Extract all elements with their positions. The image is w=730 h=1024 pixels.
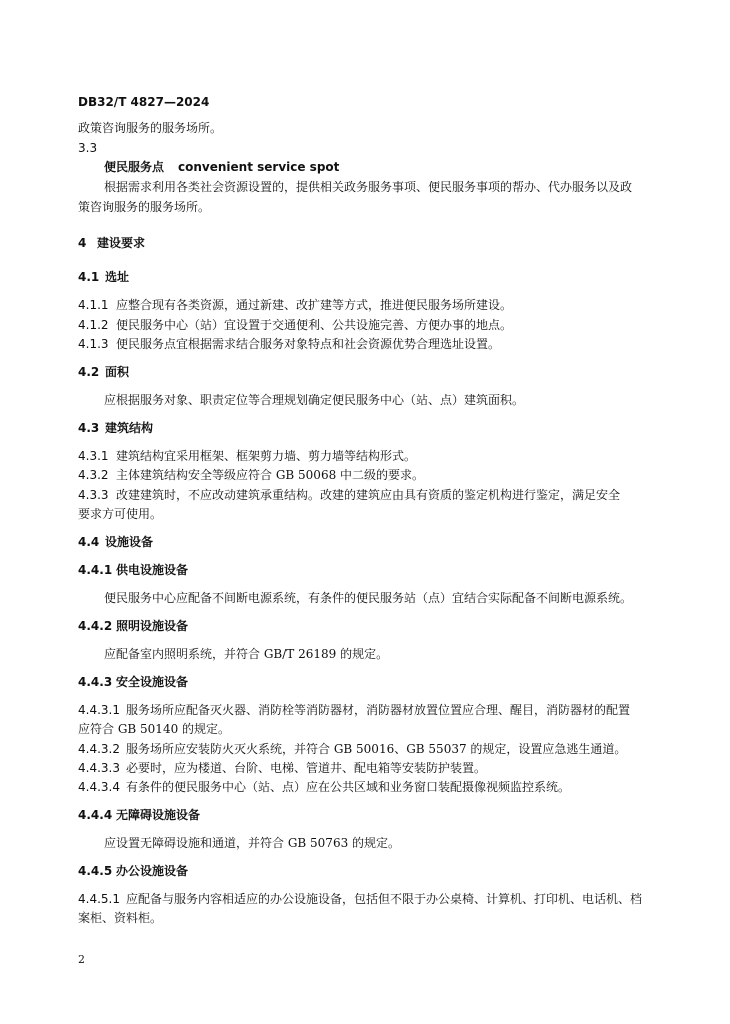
subsection-title: 安全设施设备	[116, 675, 189, 689]
clause-text: 便民服务点宜根据需求结合服务对象特点和社会资源优势合理选址设置。	[116, 337, 501, 351]
subsection-number: 4.4.4	[78, 808, 113, 822]
chapter-number: 4	[78, 236, 87, 250]
clause-text: 应配备与服务内容相适应的办公设施设备，包括但不限于办公桌椅、计算机、打印机、电话机、档	[126, 892, 643, 906]
term-definition-line2: 策咨询服务的服务场所。	[78, 200, 211, 214]
clause-number: 4.4.3.3	[78, 761, 120, 775]
clause-text: 便民服务中心（站）宜设置于交通便利、公共设施完善、方便办事的地点。	[116, 318, 513, 332]
clause-text-cont: 应符合 GB 50140 的规定。	[78, 722, 231, 736]
clause-text: 有条件的便民服务中心（站、点）应在公共区域和业务窗口装配摄像视频监控系统。	[126, 780, 571, 794]
term-chinese: 便民服务点	[104, 160, 165, 174]
clause-number: 4.3.1	[78, 449, 109, 463]
clause-text: 服务场所应配备灭火器、消防栓等消防器材，消防器材放置位置应合理、醒目，消防器材的配置	[126, 703, 631, 717]
section-number: 3.3	[78, 141, 98, 155]
subsection-title: 办公设施设备	[116, 864, 189, 878]
section-title: 选址	[105, 270, 130, 284]
clause-number: 4.3.2	[78, 468, 109, 482]
clause-text: 主体建筑结构安全等级应符合 GB 50068 中二级的要求。	[116, 468, 425, 482]
body-text: 应配备室内照明系统，并符合 GB/T 26189 的规定。	[104, 647, 389, 661]
clause-text: 改建建筑时，不应改动建筑承重结构。改建的建筑应由具有资质的鉴定机构进行鉴定，满足安全	[116, 488, 621, 502]
subsection-number: 4.4.5	[78, 864, 113, 878]
subsection-title: 供电设施设备	[116, 563, 189, 577]
subsection-title: 照明设施设备	[116, 619, 189, 633]
section-title: 设施设备	[105, 535, 154, 549]
term-english: convenient service spot	[178, 160, 340, 174]
page-header-code: DB32/T 4827—2024	[78, 95, 210, 109]
section-title: 面积	[105, 365, 130, 379]
clause-text-cont: 案柜、资料柜。	[78, 911, 163, 925]
section-number: 4.1	[78, 270, 100, 284]
section-number: 4.4	[78, 535, 100, 549]
clause-number: 4.1.3	[78, 337, 109, 351]
section-title: 建筑结构	[105, 421, 154, 435]
body-text: 政策咨询服务的服务场所。	[78, 121, 223, 135]
body-text: 应设置无障碍设施和通道，并符合 GB 50763 的规定。	[104, 836, 401, 850]
clause-number: 4.4.3.1	[78, 703, 120, 717]
chapter-title: 建设要求	[97, 236, 146, 250]
clause-number: 4.3.3	[78, 488, 109, 502]
body-text: 应根据服务对象、职责定位等合理规划确定便民服务中心（站、点）建筑面积。	[104, 393, 525, 407]
clause-number: 4.1.1	[78, 298, 109, 312]
subsection-number: 4.4.1	[78, 563, 113, 577]
clause-text: 应整合现有各类资源，通过新建、改扩建等方式，推进便民服务场所建设。	[116, 298, 513, 312]
section-number: 4.3	[78, 421, 100, 435]
subsection-number: 4.4.2	[78, 619, 113, 633]
clause-number: 4.4.3.4	[78, 780, 120, 794]
clause-number: 4.1.2	[78, 318, 109, 332]
section-number: 4.2	[78, 365, 100, 379]
clause-number: 4.4.3.2	[78, 742, 120, 756]
clause-text-cont: 要求方可使用。	[78, 507, 163, 521]
clause-text: 服务场所应安装防火灭火系统，并符合 GB 50016、GB 55037 的规定，设置应急逃生通道。	[126, 742, 627, 756]
clause-text: 建筑结构宜采用框架、框架剪力墙、剪力墙等结构形式。	[116, 449, 417, 463]
page-number: 2	[78, 953, 85, 966]
body-text: 便民服务中心应配备不间断电源系统，有条件的便民服务站（点）宜结合实际配备不间断电源系统。	[104, 591, 633, 605]
subsection-title: 无障碍设施设备	[116, 808, 201, 822]
clause-text: 必要时，应为楼道、台阶、电梯、管道井、配电箱等安装防护装置。	[126, 761, 487, 775]
term-definition-line1: 根据需求利用各类社会资源设置的，提供相关政务服务事项、便民服务事项的帮办、代办服务以及政	[104, 180, 633, 194]
clause-number: 4.4.5.1	[78, 892, 120, 906]
subsection-number: 4.4.3	[78, 675, 113, 689]
